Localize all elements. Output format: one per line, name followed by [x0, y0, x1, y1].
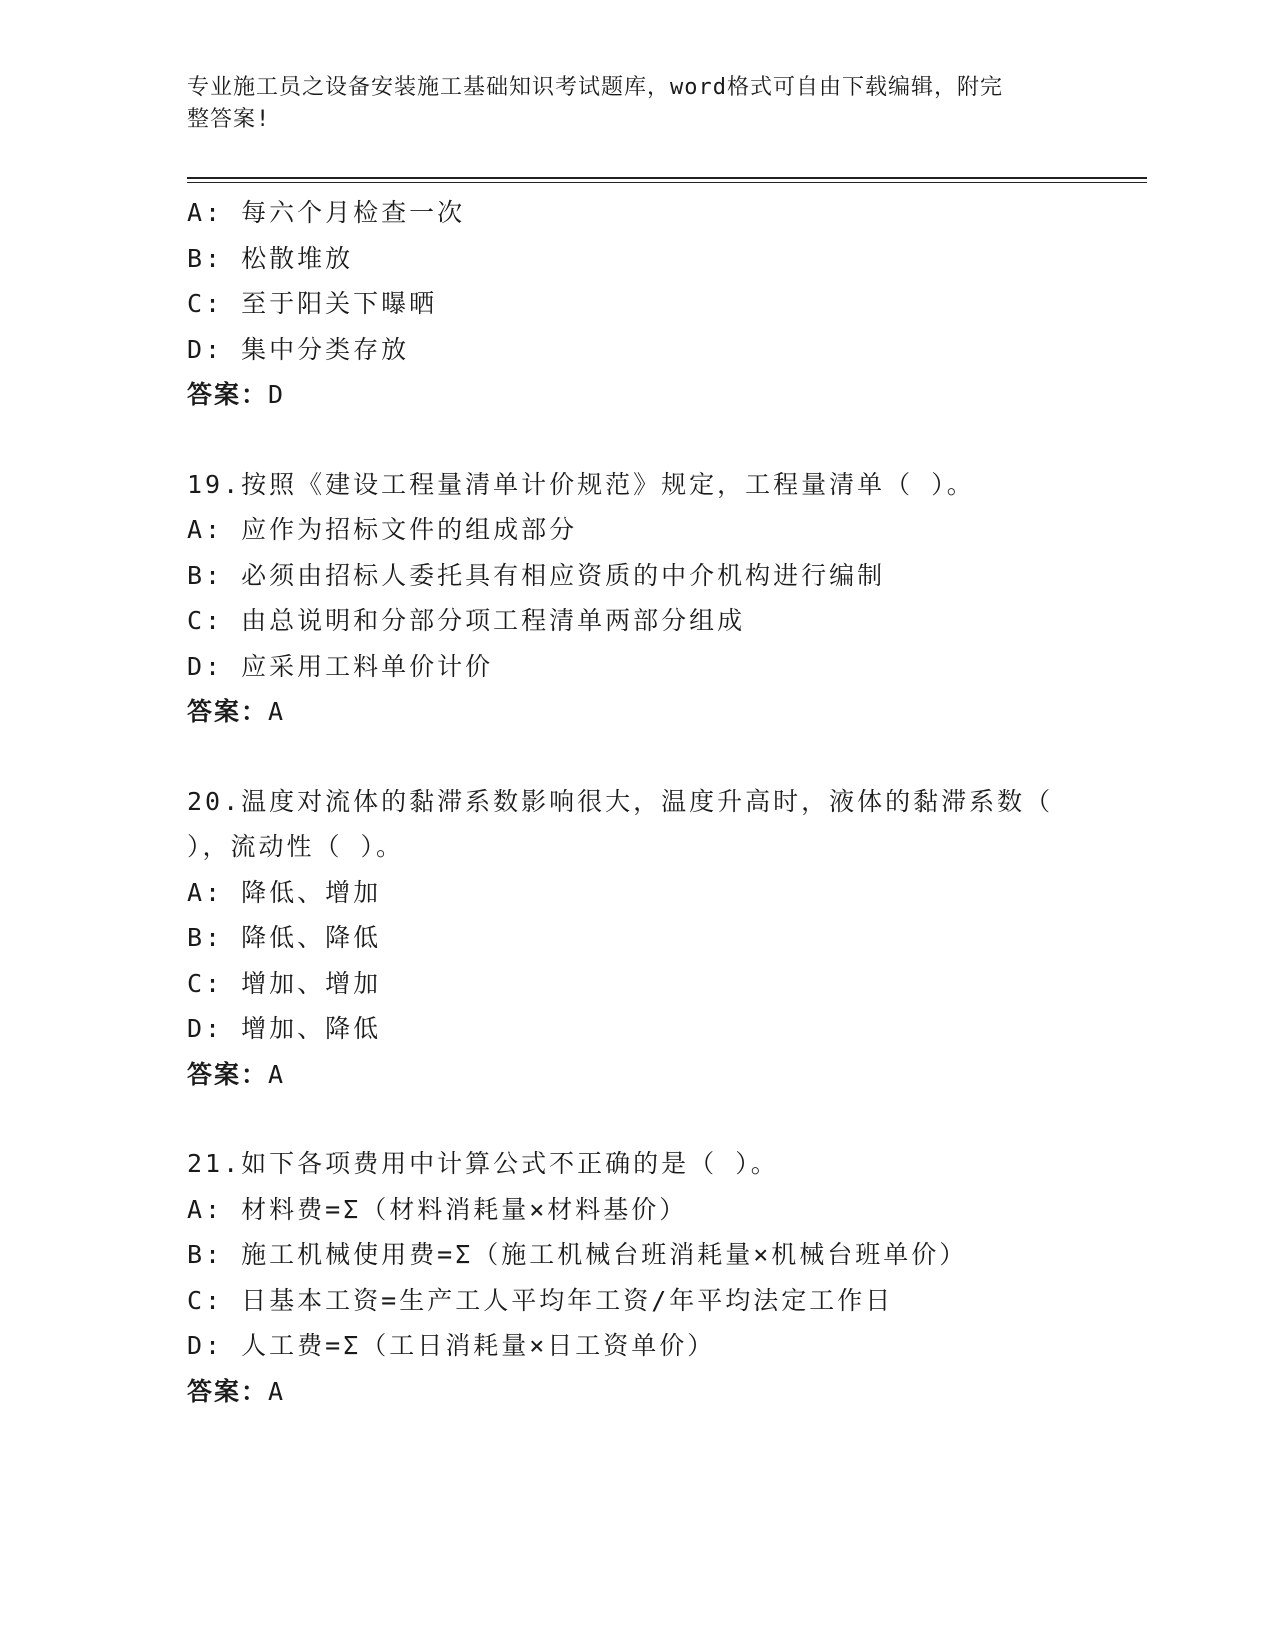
header-title-line-2: 整答案! — [187, 107, 271, 132]
option-d: D: 应采用工料单价计价 — [187, 651, 494, 681]
option-d: D: 增加、降低 — [187, 1014, 382, 1043]
answer-label: 答案： — [187, 1059, 269, 1089]
document-header — [187, 72, 1067, 136]
option-a: A: 材料费=Σ（材料消耗量×材料基价） — [187, 1194, 688, 1224]
option-c: C: 由总说明和分部分项工程清单两部分组成 — [187, 606, 746, 635]
answer-label: 答案： — [187, 1376, 269, 1406]
answer-line — [187, 372, 1147, 418]
question-spacer — [187, 1097, 1147, 1141]
question-spacer — [187, 735, 1147, 779]
option-a: A: 每六个月检查一次 — [187, 198, 466, 227]
answer-value: A — [268, 1059, 286, 1089]
question-stem-continued: ），流动性（ ）。 — [187, 832, 405, 861]
answer-value: A — [268, 1376, 286, 1406]
answer-label: 答案： — [187, 380, 269, 409]
header-title-line-1: 专业施工员之设备安装施工基础知识考试题库，word格式可自由下载编辑，附完 — [187, 75, 1003, 100]
option-b: B: 降低、降低 — [187, 923, 382, 952]
answer-line — [187, 1052, 1147, 1098]
option-c: C: 日基本工资=生产工人平均年工资/年平均法定工作日 — [187, 1285, 894, 1315]
answer-value: A — [268, 697, 286, 726]
option-d: D: 人工费=Σ（工日消耗量×日工资单价） — [187, 1331, 716, 1360]
option-d: D: 集中分类存放 — [187, 334, 410, 364]
question-stem: 19.按照《建设工程量清单计价规范》规定，工程量清单（ ）。 — [187, 469, 975, 499]
option-b: B: 松散堆放 — [187, 243, 354, 273]
header-divider-thin — [187, 182, 1147, 183]
answer-line — [187, 1369, 1147, 1415]
question-20 — [187, 779, 1147, 1098]
header-divider-thick — [187, 177, 1147, 179]
option-a: A: 应作为招标文件的组成部分 — [187, 515, 578, 544]
question-stem: 20.温度对流体的黏滞系数影响很大，温度升高时，液体的黏滞系数（ — [187, 786, 1054, 816]
option-a: A: 降低、增加 — [187, 877, 382, 907]
question-19 — [187, 462, 1147, 735]
answer-line — [187, 689, 1147, 735]
option-c: C: 增加、增加 — [187, 968, 382, 998]
option-c: C: 至于阳关下曝晒 — [187, 289, 438, 318]
option-b: B: 必须由招标人委托具有相应资质的中介机构进行编制 — [187, 560, 886, 590]
question-stem: 21.如下各项费用中计算公式不正确的是（ ）。 — [187, 1149, 779, 1178]
question-21 — [187, 1141, 1147, 1414]
question-spacer — [187, 418, 1147, 462]
option-b: B: 施工机械使用费=Σ（施工机械台班消耗量×机械台班单价） — [187, 1240, 968, 1269]
answer-label: 答案： — [187, 697, 269, 726]
question-list — [187, 190, 1147, 1414]
answer-value: D — [268, 380, 286, 409]
question-18-continued — [187, 190, 1147, 418]
